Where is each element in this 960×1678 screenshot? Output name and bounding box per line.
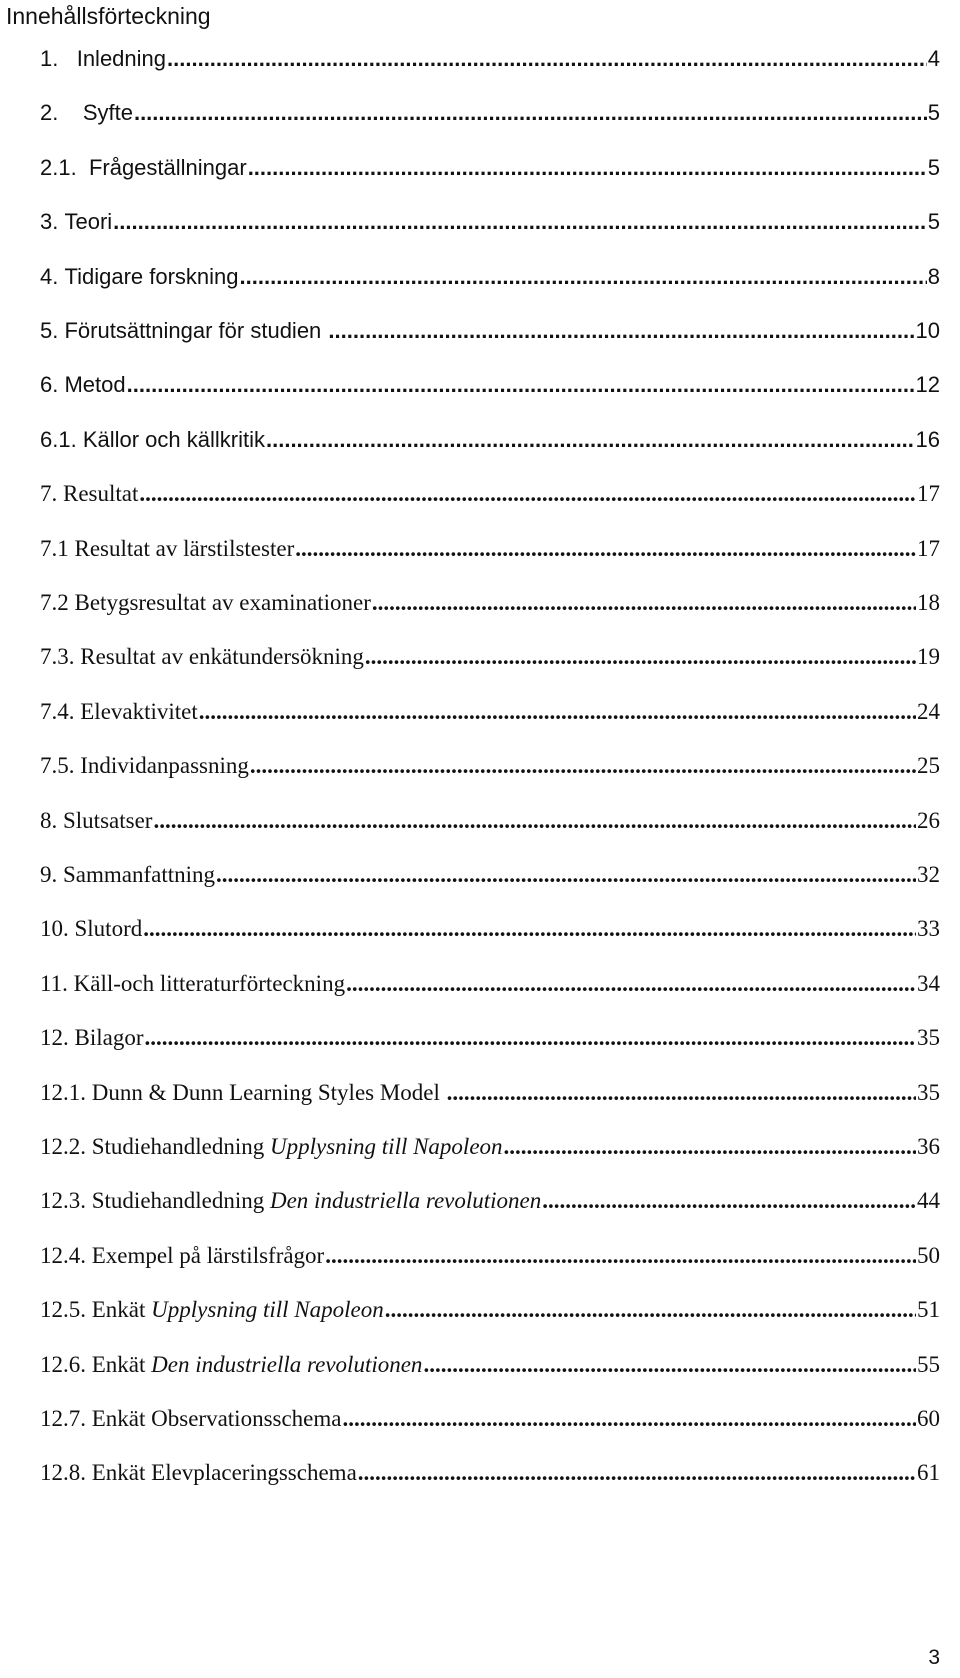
- toc-entry-title-text: Förutsättningar för studien: [64, 318, 328, 343]
- toc-entry-title: [74, 969, 345, 999]
- toc-entry-number: 12.: [40, 1025, 69, 1050]
- toc-dot-leader: [385, 1295, 916, 1325]
- toc-entry-title-text: Enkät Elevplaceringsschema: [91, 1460, 357, 1485]
- toc-dot-leader: [153, 806, 916, 836]
- toc-entry-page: 32: [917, 862, 940, 887]
- toc-entry-title: [92, 1295, 384, 1325]
- toc-dot-leader: [365, 642, 916, 672]
- toc-entry[interactable]: [40, 1458, 940, 1488]
- toc-entry-title-text: Resultat: [63, 481, 139, 506]
- toc-entry-gap: [58, 44, 76, 74]
- toc-entry[interactable]: [40, 425, 940, 455]
- toc-dot-leader: [113, 207, 927, 237]
- toc-entry-page: 5: [927, 100, 940, 125]
- toc-entry-number: 7.: [40, 481, 58, 506]
- toc-entry-title: [75, 914, 143, 944]
- toc-entry[interactable]: [40, 1132, 940, 1162]
- toc-dot-leader: [346, 969, 916, 999]
- toc-entry-title: [64, 262, 238, 292]
- toc-entry-page: 4: [927, 46, 940, 71]
- toc-entry-title-text: Dunn & Dunn Learning Styles Model: [91, 1080, 446, 1105]
- toc-entry-title-text: Slutsatser: [63, 808, 153, 833]
- toc-entry-page: 55: [917, 1352, 940, 1377]
- toc-entry-title: [63, 860, 215, 890]
- toc-entry[interactable]: [40, 262, 940, 292]
- toc-entry[interactable]: [40, 1186, 940, 1216]
- toc-entry[interactable]: [40, 1350, 940, 1380]
- toc-entry-number: 12.6.: [40, 1352, 86, 1377]
- toc-entry-title: [83, 425, 265, 455]
- toc-entry-title-text: Frågeställningar: [88, 155, 247, 180]
- toc-entry-title: [92, 1186, 542, 1216]
- toc-entry-title: [75, 588, 371, 618]
- toc-entry[interactable]: [40, 1023, 940, 1053]
- toc-entry-title: [92, 1458, 357, 1488]
- toc-entry-page: 12: [915, 372, 940, 397]
- toc-entry-title-text: Enkät: [91, 1352, 152, 1377]
- toc-entry-page: 5: [927, 155, 940, 180]
- toc-entry-title-text: Elevaktivitet: [80, 699, 198, 724]
- toc-entry-title: [92, 1078, 446, 1108]
- page-number: 3: [928, 1646, 940, 1669]
- toc-entry[interactable]: [40, 479, 940, 509]
- toc-dot-leader: [145, 1023, 917, 1053]
- toc-entry-number: 5.: [40, 318, 59, 343]
- toc-entry-title: [89, 153, 247, 183]
- toc-entry-page: 16: [915, 427, 940, 452]
- toc-entry-number: 11.: [40, 971, 68, 996]
- toc-entry-title: [63, 806, 152, 836]
- toc-entry-title-text: Betygsresultat av examinationer: [74, 590, 371, 615]
- toc-entry-title-text: Käll-och litteraturförteckning: [73, 971, 346, 996]
- toc-entry-number: 2.: [40, 100, 59, 125]
- toc-dot-leader: [199, 697, 916, 727]
- toc-dot-leader: [372, 588, 916, 618]
- toc-dot-leader: [216, 860, 916, 890]
- toc-entry-page: 17: [917, 481, 940, 506]
- toc-entry-title: [75, 534, 295, 564]
- toc-entry-title-text: Syfte: [82, 100, 133, 125]
- toc-entry-gap: [58, 98, 82, 128]
- toc-entry-title: [92, 1350, 423, 1380]
- toc-entry-title-text: Slutord: [74, 916, 143, 941]
- toc-entry-title: [64, 370, 125, 400]
- toc-entry-page: 60: [917, 1406, 940, 1431]
- toc-entry-page: 36: [917, 1134, 940, 1159]
- toc-entry-number: 6.1.: [40, 427, 77, 452]
- toc-entry-number: 7.5.: [40, 753, 75, 778]
- toc-entry-page: 18: [917, 590, 940, 615]
- toc-entry-page: 10: [915, 318, 940, 343]
- toc-entry[interactable]: [40, 316, 940, 346]
- toc-entry[interactable]: [40, 1241, 940, 1271]
- toc-dot-leader: [542, 1186, 916, 1216]
- toc-entry-number: 4.: [40, 264, 59, 289]
- toc-entry-page: 50: [917, 1243, 940, 1268]
- toc-entry-page: 24: [917, 699, 940, 724]
- toc-entry-page: 33: [917, 916, 940, 941]
- toc-entry-number: 12.5.: [40, 1297, 86, 1322]
- toc-entry-title-text: Individanpassning: [80, 753, 249, 778]
- toc-entry-title: [80, 751, 249, 781]
- toc-entry-number: 12.2.: [40, 1134, 86, 1159]
- toc-dot-leader: [325, 1241, 916, 1271]
- toc-dot-leader: [167, 44, 927, 74]
- toc-entry[interactable]: [40, 1078, 940, 1108]
- toc-entry-title: [92, 1132, 503, 1162]
- toc-entry-number: 3.: [40, 209, 59, 234]
- toc-entry-title-text: Studiehandledning: [91, 1134, 270, 1159]
- toc-dot-leader: [295, 534, 916, 564]
- toc-entry-number: 12.3.: [40, 1188, 86, 1213]
- toc-entry-title: [75, 1023, 144, 1053]
- toc-entry[interactable]: [40, 1295, 940, 1325]
- toc-entry-page: 51: [917, 1297, 940, 1322]
- toc-entry[interactable]: [40, 860, 940, 890]
- toc-entry-title: [92, 1404, 342, 1434]
- toc-dot-leader: [447, 1078, 916, 1108]
- toc-entry[interactable]: [40, 370, 940, 400]
- toc-entry-title-text: Enkät: [91, 1297, 152, 1322]
- toc-entry-title-italic: Den industriella revolutionen: [151, 1352, 423, 1377]
- toc-entry-number: 10.: [40, 916, 69, 941]
- toc-heading: Innehållsförteckning: [6, 3, 211, 29]
- toc-entry-gap: [77, 153, 89, 183]
- toc-entry-title: [64, 316, 327, 346]
- toc-dot-leader: [250, 751, 916, 781]
- toc-entry-number: 7.3.: [40, 644, 75, 669]
- toc-dot-leader: [358, 1458, 916, 1488]
- toc-entry-title: [83, 98, 133, 128]
- toc-dot-leader: [127, 370, 915, 400]
- toc-entry[interactable]: [40, 588, 940, 618]
- toc-entry-page: 19: [917, 644, 940, 669]
- toc-entry-title-text: Tidigare forskning: [64, 264, 239, 289]
- toc-entry-page: 17: [917, 536, 940, 561]
- toc-entry-title-italic: Den industriella revolutionen: [269, 1188, 542, 1213]
- toc-entry[interactable]: [40, 806, 940, 836]
- toc-entry[interactable]: [40, 207, 940, 237]
- toc-entry-number: 12.4.: [40, 1243, 86, 1268]
- toc-entry[interactable]: [40, 642, 940, 672]
- toc-entry-title-text: Källor och källkritik: [82, 427, 265, 452]
- toc-entry-title: [80, 642, 364, 672]
- toc-entry-number: 6.: [40, 372, 59, 397]
- toc-dot-leader: [134, 98, 927, 128]
- toc-entry[interactable]: [40, 534, 940, 564]
- toc-entry[interactable]: [40, 751, 940, 781]
- toc-entry-title-text: Bilagor: [74, 1025, 144, 1050]
- toc-dot-leader: [240, 262, 927, 292]
- toc-dot-leader: [143, 914, 916, 944]
- toc-entry-number: 7.1: [40, 536, 69, 561]
- toc-dot-leader: [504, 1132, 916, 1162]
- toc-entry[interactable]: [40, 44, 940, 74]
- toc-entry-page: 5: [927, 209, 940, 234]
- toc-dot-leader: [139, 479, 916, 509]
- toc-entry-title-italic: Upplysning till Napoleon: [151, 1297, 384, 1322]
- toc-entry-page: 8: [927, 264, 940, 289]
- toc-entry[interactable]: [40, 98, 940, 128]
- toc-entry-title-text: Teori: [64, 209, 113, 234]
- toc-entry-page: 35: [917, 1080, 940, 1105]
- toc-entry-number: 12.1.: [40, 1080, 86, 1105]
- toc-entry-title-text: Resultat av enkätundersökning: [80, 644, 364, 669]
- toc-entry-title-text: Sammanfattning: [63, 862, 216, 887]
- toc-entry-number: 2.1.: [40, 155, 77, 180]
- toc-entry-title: [77, 44, 166, 74]
- toc-entry-number: 1.: [40, 46, 59, 71]
- toc-entry-number: 9.: [40, 862, 58, 887]
- toc-entry-title-text: Exempel på lärstilsfrågor: [91, 1243, 325, 1268]
- toc-entry-page: 35: [917, 1025, 940, 1050]
- toc-entry-title-text: Resultat av lärstilstester: [74, 536, 295, 561]
- toc-dot-leader: [328, 316, 914, 346]
- toc-dot-leader: [342, 1404, 916, 1434]
- toc-entry[interactable]: [40, 969, 940, 999]
- toc-entry-title-italic: Upplysning till Napoleon: [269, 1134, 503, 1159]
- toc-entry-number: 7.4.: [40, 699, 75, 724]
- toc-entry-page: 25: [917, 753, 940, 778]
- toc-entry-title-text: Studiehandledning: [91, 1188, 270, 1213]
- toc-entry-number: 8.: [40, 808, 58, 833]
- toc-entry[interactable]: [40, 153, 940, 183]
- toc-entry-title-text: Metod: [64, 372, 126, 397]
- toc-dot-leader: [423, 1350, 916, 1380]
- toc-entry-page: 26: [917, 808, 940, 833]
- toc-entry-page: 44: [917, 1188, 940, 1213]
- toc-entry-title-text: Enkät Observationsschema: [91, 1406, 342, 1431]
- toc-entry-number: 12.8.: [40, 1460, 86, 1485]
- toc-entry-number: 12.7.: [40, 1406, 86, 1431]
- toc-entry-title: [64, 207, 112, 237]
- toc-dot-leader: [266, 425, 915, 455]
- toc-entry[interactable]: [40, 914, 940, 944]
- toc-entry-number: 7.2: [40, 590, 69, 615]
- toc-entry[interactable]: [40, 1404, 940, 1434]
- toc-entry[interactable]: [40, 697, 940, 727]
- toc-entry-title-text: Inledning: [76, 46, 167, 71]
- toc-entry-page: 34: [917, 971, 940, 996]
- toc-entry-title: [80, 697, 198, 727]
- toc-dot-leader: [248, 153, 927, 183]
- toc-entry-title: [63, 479, 138, 509]
- toc-entry-title: [92, 1241, 324, 1271]
- toc-entry-page: 61: [917, 1460, 940, 1485]
